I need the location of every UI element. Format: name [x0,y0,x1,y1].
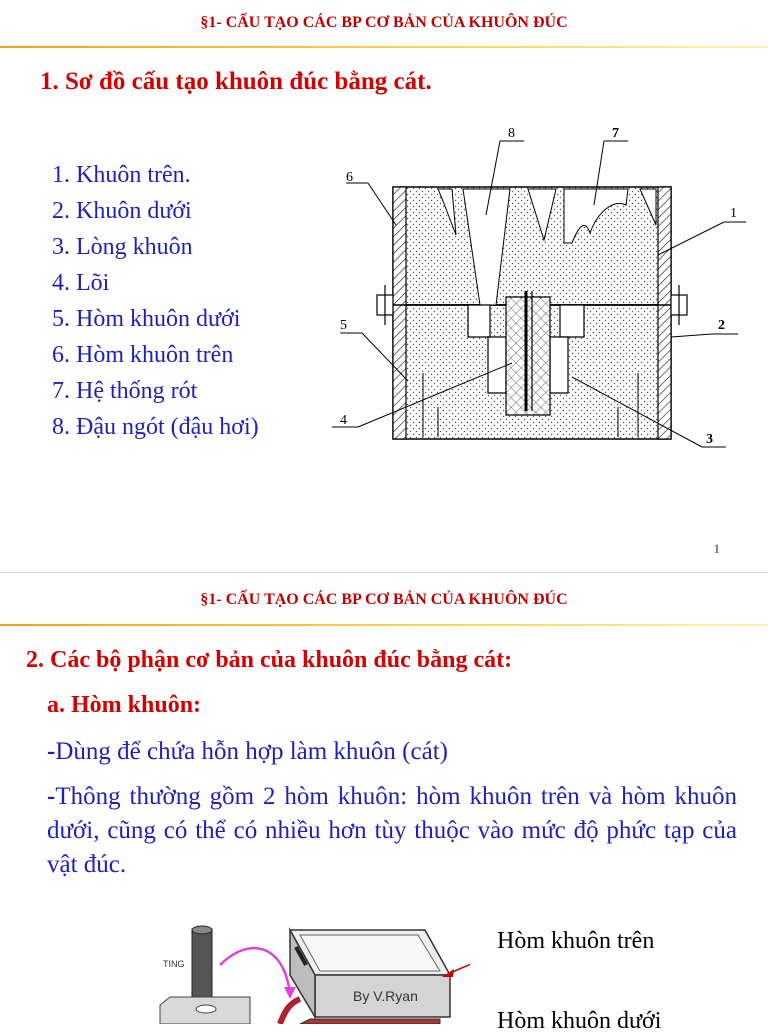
diagram-label-1: 1 [730,206,737,221]
upper-mold [393,187,671,305]
bullet-text: Dùng để chứa hỗn hợp làm khuôn (cát) [55,738,448,765]
core-4 [506,297,550,415]
legend-item: 8. Đậu ngót (đậu hơi) [52,414,259,440]
legend-item: 5. Hòm khuôn dưới [52,306,241,332]
header-rule [0,46,768,48]
bullet-dash: - [47,783,56,810]
diagram-label-7: 7 [612,126,619,141]
bullet-text: Thông thường gồm 2 hòm khuôn: hòm khuôn trên và hòm khuôn dưới, cũng có thể có nhiều hơn tùy thuộc vào mức độ phức tạp của vật đúc. [47,783,737,878]
slide-header: §1- CẤU TẠO CÁC BP CƠ BẢN CỦA KHUÔN ĐÚC [200,591,568,608]
label-lower-flask: Hòm khuôn dưới [497,1008,662,1034]
bullet-paragraph [47,780,737,882]
illustration-watermark: By V.Ryan [353,988,418,1004]
slide-header: §1- CẤU TẠO CÁC BP CƠ BẢN CỦA KHUÔN ĐÚC [200,14,568,31]
legend-item: 4. Lõi [52,270,110,296]
page-number: 1 [713,541,720,556]
subsection-title: a. Hòm khuôn: [47,692,202,718]
bullet-dash: - [47,738,56,765]
sand-mold-diagram [328,115,748,460]
legend-item: 1. Khuôn trên. [52,162,191,188]
bullet-paragraph [47,735,737,769]
diagram-label-5: 5 [340,318,347,333]
label-upper-flask: Hòm khuôn trên [497,928,655,954]
legend-item: 6. Hòm khuôn trên [52,342,234,368]
flask-wall-left [393,187,406,439]
section-title: 1. Sơ đồ cấu tạo khuôn đúc bằng cát. [40,68,432,95]
legend-item: 7. Hệ thống rót [52,378,198,404]
legend-list [52,157,259,445]
flask-wall-right [658,187,671,439]
diagram-label-2: 2 [718,318,725,333]
diagram-label-6: 6 [346,170,353,185]
diagram-label-4: 4 [340,413,347,428]
diagram-label-3: 3 [706,432,713,447]
section-title: 2. Các bộ phận cơ bản của khuôn đúc bằng cát: [26,647,513,673]
illustration-side-text: TING [163,959,185,969]
molding-flask-illustration [150,925,470,1024]
header-rule [0,624,768,626]
legend-item: 3. Lòng khuôn [52,234,193,260]
diagram-label-8: 8 [508,126,515,141]
legend-item: 2. Khuôn dưới [52,198,192,224]
